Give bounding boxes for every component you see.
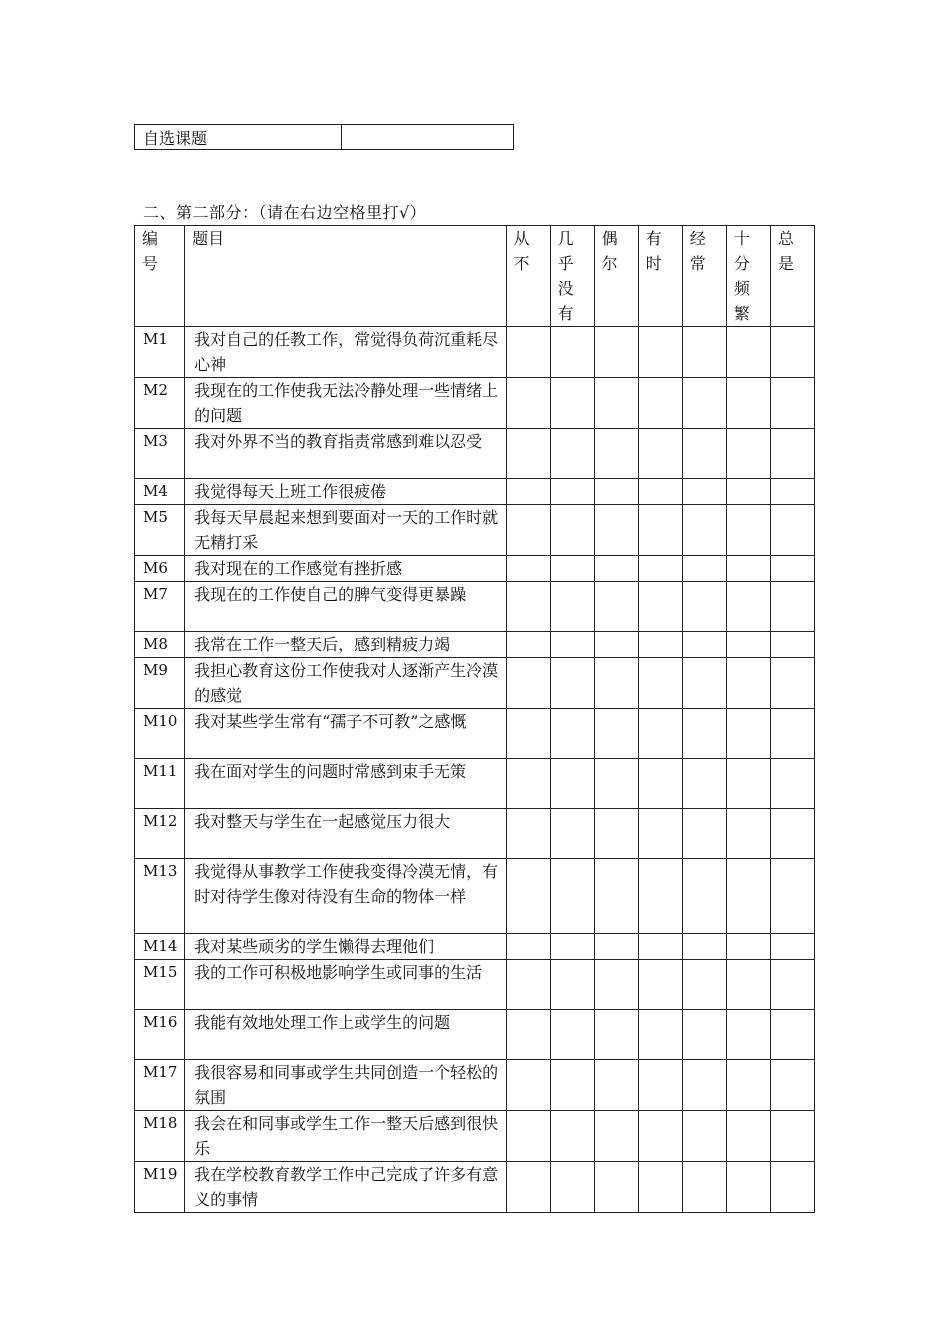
answer-cell-often[interactable] <box>682 1010 726 1060</box>
table-row <box>135 429 815 479</box>
item-text: 我现在的工作使自己的脾气变得更暴躁 <box>185 582 506 632</box>
answer-cell-almost-never[interactable] <box>550 960 594 1010</box>
answer-cell-occasionally[interactable] <box>594 709 638 759</box>
item-text: 我在学校教育教学工作中己完成了许多有意义的事情 <box>185 1162 506 1213</box>
answer-cell-sometimes[interactable] <box>638 1060 682 1111</box>
table-row <box>135 859 815 934</box>
answer-cell-almost-never[interactable] <box>550 1162 594 1213</box>
table-row <box>135 556 815 582</box>
answer-cell-never[interactable] <box>506 934 550 960</box>
topic-value-cell[interactable] <box>342 125 514 150</box>
answer-cell-occasionally[interactable] <box>594 809 638 859</box>
answer-cell-almost-never[interactable] <box>550 709 594 759</box>
answer-cell-always[interactable] <box>770 429 814 479</box>
item-code: M7 <box>135 582 185 632</box>
answer-cell-very-often[interactable] <box>726 709 770 759</box>
answer-cell-sometimes[interactable] <box>638 859 682 934</box>
item-text: 我能有效地处理工作上或学生的问题 <box>185 1010 506 1060</box>
table-row <box>135 632 815 658</box>
answer-cell-occasionally[interactable] <box>594 1162 638 1213</box>
answer-cell-never[interactable] <box>506 505 550 556</box>
answer-cell-occasionally[interactable] <box>594 429 638 479</box>
answer-cell-very-often[interactable] <box>726 378 770 429</box>
answer-cell-almost-never[interactable] <box>550 1060 594 1111</box>
item-code: M6 <box>135 556 185 582</box>
answer-cell-never[interactable] <box>506 1010 550 1060</box>
item-code: M3 <box>135 429 185 479</box>
item-text: 我现在的工作使我无法冷静处理一些情绪上的问题 <box>185 378 506 429</box>
answer-cell-often[interactable] <box>682 759 726 809</box>
answer-cell-almost-never[interactable] <box>550 859 594 934</box>
answer-cell-almost-never[interactable] <box>550 1010 594 1060</box>
item-text: 我对外界不当的教育指责常感到难以忍受 <box>185 429 506 479</box>
answer-cell-almost-never[interactable] <box>550 934 594 960</box>
answer-cell-often[interactable] <box>682 556 726 582</box>
header-option-almost-never: 几乎没有 <box>550 226 594 327</box>
answer-cell-often[interactable] <box>682 709 726 759</box>
answer-cell-sometimes[interactable] <box>638 960 682 1010</box>
answer-cell-very-often[interactable] <box>726 1162 770 1213</box>
answer-cell-always[interactable] <box>770 378 814 429</box>
table-row <box>135 1060 815 1111</box>
answer-cell-sometimes[interactable] <box>638 1111 682 1162</box>
item-text: 我对某些学生常有“孺子不可教”之感慨 <box>185 709 506 759</box>
answer-cell-occasionally[interactable] <box>594 582 638 632</box>
answer-cell-always[interactable] <box>770 505 814 556</box>
answer-cell-often[interactable] <box>682 632 726 658</box>
answer-cell-often[interactable] <box>682 429 726 479</box>
answer-cell-occasionally[interactable] <box>594 859 638 934</box>
answer-cell-sometimes[interactable] <box>638 1010 682 1060</box>
answer-cell-often[interactable] <box>682 1111 726 1162</box>
answer-cell-very-often[interactable] <box>726 327 770 378</box>
answer-cell-occasionally[interactable] <box>594 1111 638 1162</box>
answer-cell-almost-never[interactable] <box>550 582 594 632</box>
item-text: 我对整天与学生在一起感觉压力很大 <box>185 809 506 859</box>
answer-cell-occasionally[interactable] <box>594 327 638 378</box>
answer-cell-sometimes[interactable] <box>638 479 682 505</box>
answer-cell-very-often[interactable] <box>726 479 770 505</box>
answer-cell-often[interactable] <box>682 934 726 960</box>
answer-cell-occasionally[interactable] <box>594 479 638 505</box>
answer-cell-sometimes[interactable] <box>638 709 682 759</box>
table-row <box>135 934 815 960</box>
table-row <box>135 505 815 556</box>
answer-cell-always[interactable] <box>770 556 814 582</box>
table-row <box>135 709 815 759</box>
item-code: M12 <box>135 809 185 859</box>
answer-cell-always[interactable] <box>770 809 814 859</box>
item-code: M17 <box>135 1060 185 1111</box>
answer-cell-occasionally[interactable] <box>594 505 638 556</box>
answer-cell-sometimes[interactable] <box>638 327 682 378</box>
table-row <box>135 759 815 809</box>
header-option-very-often: 十分频繁 <box>726 226 770 327</box>
answer-cell-never[interactable] <box>506 1060 550 1111</box>
answer-cell-very-often[interactable] <box>726 582 770 632</box>
table-row <box>135 1111 815 1162</box>
answer-cell-very-often[interactable] <box>726 934 770 960</box>
item-code: M18 <box>135 1111 185 1162</box>
answer-cell-always[interactable] <box>770 1162 814 1213</box>
answer-cell-almost-never[interactable] <box>550 759 594 809</box>
answer-cell-almost-never[interactable] <box>550 479 594 505</box>
header-option-never: 从不 <box>506 226 550 327</box>
answer-cell-almost-never[interactable] <box>550 809 594 859</box>
header-code: 编号 <box>135 226 185 327</box>
answer-cell-very-often[interactable] <box>726 1010 770 1060</box>
answer-cell-never[interactable] <box>506 556 550 582</box>
answer-cell-almost-never[interactable] <box>550 556 594 582</box>
item-text: 我觉得从事教学工作使我变得冷漠无情，有时对待学生像对待没有生命的物体一样 <box>185 859 506 934</box>
item-code: M19 <box>135 1162 185 1213</box>
answer-cell-very-often[interactable] <box>726 1111 770 1162</box>
answer-cell-sometimes[interactable] <box>638 658 682 709</box>
item-text: 我担心教育这份工作使我对人逐渐产生冷漠的感觉 <box>185 658 506 709</box>
item-text: 我很容易和同事或学生共同创造一个轻松的氛围 <box>185 1060 506 1111</box>
answer-cell-almost-never[interactable] <box>550 658 594 709</box>
table-row <box>135 327 815 378</box>
answer-cell-occasionally[interactable] <box>594 934 638 960</box>
answer-cell-always[interactable] <box>770 327 814 378</box>
answer-cell-often[interactable] <box>682 378 726 429</box>
answer-cell-sometimes[interactable] <box>638 632 682 658</box>
answer-cell-never[interactable] <box>506 759 550 809</box>
answer-cell-very-often[interactable] <box>726 658 770 709</box>
header-option-always: 总是 <box>770 226 814 327</box>
header-option-sometimes: 有时 <box>638 226 682 327</box>
item-text: 我的工作可积极地影响学生或同事的生活 <box>185 960 506 1010</box>
item-text: 我会在和同事或学生工作一整天后感到很快乐 <box>185 1111 506 1162</box>
answer-cell-almost-never[interactable] <box>550 429 594 479</box>
table-row <box>135 582 815 632</box>
answer-cell-occasionally[interactable] <box>594 658 638 709</box>
answer-cell-never[interactable] <box>506 859 550 934</box>
answer-cell-very-often[interactable] <box>726 429 770 479</box>
item-text: 我每天早晨起来想到要面对一天的工作时就无精打采 <box>185 505 506 556</box>
answer-cell-sometimes[interactable] <box>638 505 682 556</box>
item-code: M1 <box>135 327 185 378</box>
answer-cell-very-often[interactable] <box>726 809 770 859</box>
item-text: 我常在工作一整天后，感到精疲力竭 <box>185 632 506 658</box>
answer-cell-very-often[interactable] <box>726 960 770 1010</box>
header-option-occasionally: 偶尔 <box>594 226 638 327</box>
answer-cell-never[interactable] <box>506 1111 550 1162</box>
topic-row <box>135 125 514 150</box>
item-code: M9 <box>135 658 185 709</box>
answer-cell-often[interactable] <box>682 1060 726 1111</box>
answer-cell-occasionally[interactable] <box>594 1060 638 1111</box>
answer-cell-often[interactable] <box>682 479 726 505</box>
table-row <box>135 1162 815 1213</box>
item-code: M8 <box>135 632 185 658</box>
answer-cell-never[interactable] <box>506 582 550 632</box>
answer-cell-often[interactable] <box>682 960 726 1010</box>
answer-cell-sometimes[interactable] <box>638 378 682 429</box>
survey-table <box>134 225 815 1213</box>
answer-cell-never[interactable] <box>506 960 550 1010</box>
answer-cell-sometimes[interactable] <box>638 1162 682 1213</box>
item-code: M14 <box>135 934 185 960</box>
item-code: M2 <box>135 378 185 429</box>
table-row <box>135 1010 815 1060</box>
item-code: M16 <box>135 1010 185 1060</box>
answer-cell-sometimes[interactable] <box>638 934 682 960</box>
answer-cell-sometimes[interactable] <box>638 759 682 809</box>
answer-cell-often[interactable] <box>682 658 726 709</box>
answer-cell-almost-never[interactable] <box>550 378 594 429</box>
answer-cell-always[interactable] <box>770 582 814 632</box>
answer-cell-always[interactable] <box>770 658 814 709</box>
answer-cell-sometimes[interactable] <box>638 429 682 479</box>
item-text: 我对自己的任教工作，常觉得负荷沉重耗尽心神 <box>185 327 506 378</box>
answer-cell-almost-never[interactable] <box>550 327 594 378</box>
answer-cell-occasionally[interactable] <box>594 1010 638 1060</box>
answer-cell-never[interactable] <box>506 327 550 378</box>
answer-cell-always[interactable] <box>770 759 814 809</box>
topic-label: 自选课题 <box>135 125 342 150</box>
answer-cell-never[interactable] <box>506 429 550 479</box>
answer-cell-never[interactable] <box>506 378 550 429</box>
answer-cell-never[interactable] <box>506 709 550 759</box>
item-code: M13 <box>135 859 185 934</box>
answer-cell-almost-never[interactable] <box>550 632 594 658</box>
answer-cell-almost-never[interactable] <box>550 1111 594 1162</box>
answer-cell-always[interactable] <box>770 1111 814 1162</box>
table-row <box>135 960 815 1010</box>
answer-cell-often[interactable] <box>682 582 726 632</box>
answer-cell-often[interactable] <box>682 1162 726 1213</box>
item-text: 我对现在的工作感觉有挫折感 <box>185 556 506 582</box>
item-code: M4 <box>135 479 185 505</box>
answer-cell-always[interactable] <box>770 1060 814 1111</box>
item-code: M5 <box>135 505 185 556</box>
answer-cell-never[interactable] <box>506 658 550 709</box>
answer-cell-very-often[interactable] <box>726 859 770 934</box>
answer-cell-often[interactable] <box>682 809 726 859</box>
answer-cell-never[interactable] <box>506 632 550 658</box>
answer-cell-very-often[interactable] <box>726 505 770 556</box>
item-code: M11 <box>135 759 185 809</box>
item-code: M15 <box>135 960 185 1010</box>
answer-cell-sometimes[interactable] <box>638 582 682 632</box>
answer-cell-occasionally[interactable] <box>594 759 638 809</box>
header-item: 题目 <box>185 226 506 327</box>
answer-cell-always[interactable] <box>770 1010 814 1060</box>
answer-cell-never[interactable] <box>506 479 550 505</box>
answer-cell-never[interactable] <box>506 809 550 859</box>
topic-table <box>134 124 514 150</box>
answer-cell-always[interactable] <box>770 632 814 658</box>
table-row <box>135 658 815 709</box>
answer-cell-always[interactable] <box>770 709 814 759</box>
answer-cell-often[interactable] <box>682 327 726 378</box>
answer-cell-very-often[interactable] <box>726 759 770 809</box>
answer-cell-always[interactable] <box>770 479 814 505</box>
header-option-often: 经常 <box>682 226 726 327</box>
table-row <box>135 479 815 505</box>
answer-cell-occasionally[interactable] <box>594 632 638 658</box>
answer-cell-occasionally[interactable] <box>594 960 638 1010</box>
answer-cell-sometimes[interactable] <box>638 556 682 582</box>
item-text: 我在面对学生的问题时常感到束手无策 <box>185 759 506 809</box>
answer-cell-always[interactable] <box>770 934 814 960</box>
answer-cell-never[interactable] <box>506 1162 550 1213</box>
item-text: 我觉得每天上班工作很疲倦 <box>185 479 506 505</box>
answer-cell-occasionally[interactable] <box>594 556 638 582</box>
table-row <box>135 378 815 429</box>
answer-cell-almost-never[interactable] <box>550 505 594 556</box>
answer-cell-always[interactable] <box>770 960 814 1010</box>
item-code: M10 <box>135 709 185 759</box>
answer-cell-always[interactable] <box>770 859 814 934</box>
section-heading: 二、第二部分：（请在右边空格里打√） <box>143 203 427 222</box>
answer-cell-often[interactable] <box>682 505 726 556</box>
answer-cell-very-often[interactable] <box>726 1060 770 1111</box>
table-row <box>135 809 815 859</box>
answer-cell-very-often[interactable] <box>726 632 770 658</box>
header-row <box>135 226 815 327</box>
answer-cell-occasionally[interactable] <box>594 378 638 429</box>
item-text: 我对某些顽劣的学生懒得去理他们 <box>185 934 506 960</box>
answer-cell-sometimes[interactable] <box>638 809 682 859</box>
answer-cell-often[interactable] <box>682 859 726 934</box>
answer-cell-very-often[interactable] <box>726 556 770 582</box>
